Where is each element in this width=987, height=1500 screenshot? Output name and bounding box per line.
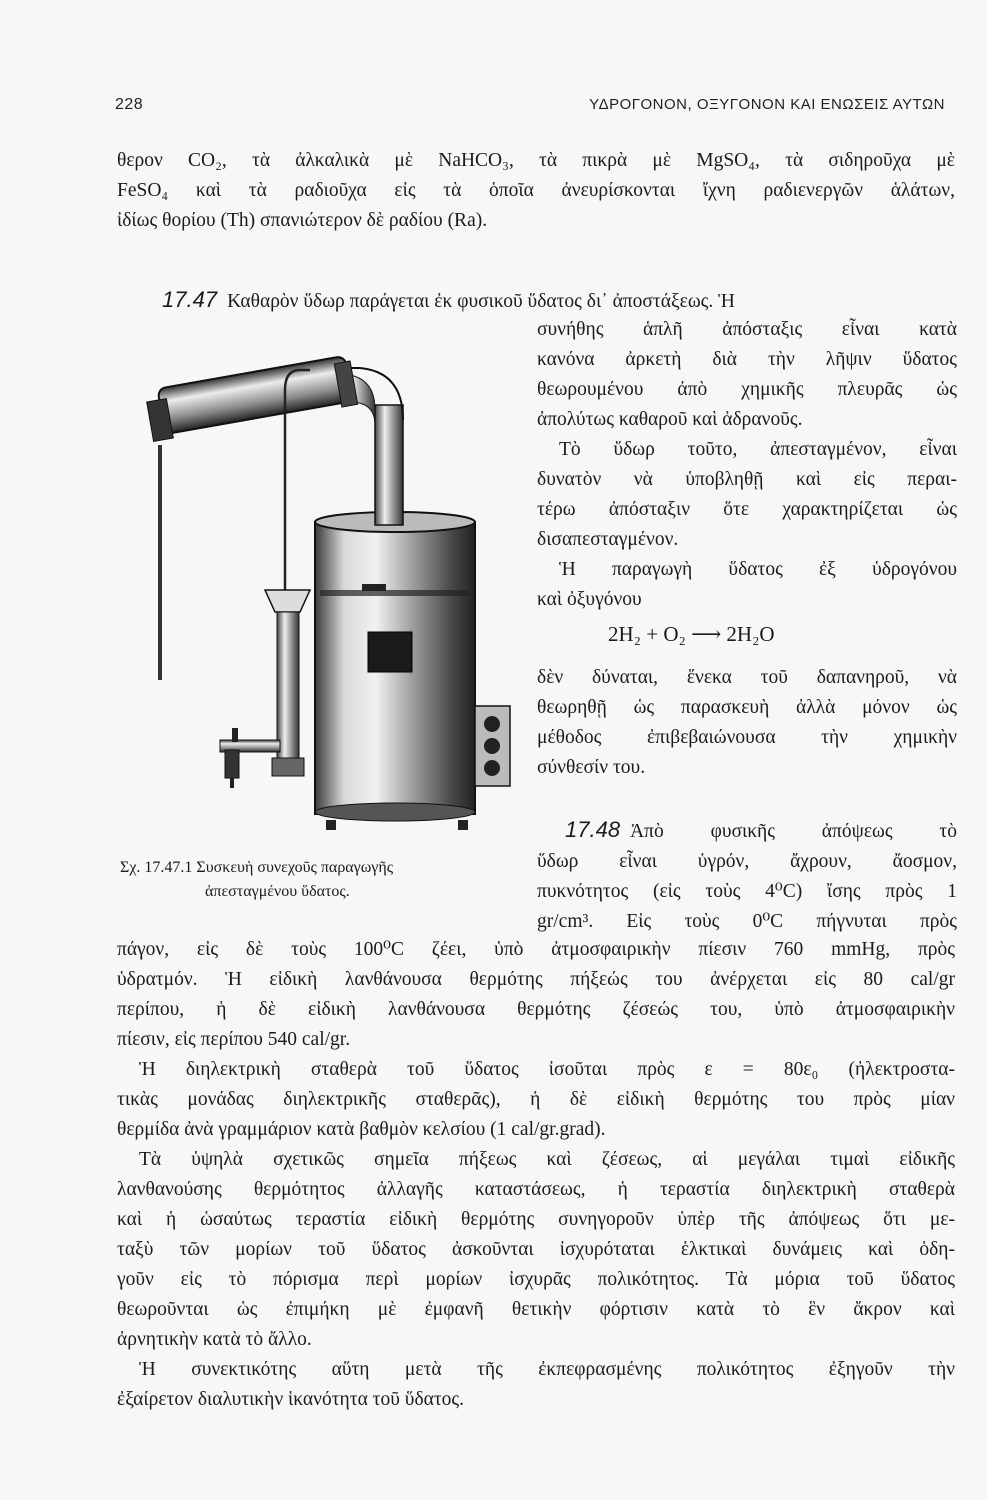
text-line: Ἡ παραγωγὴ ὕδατος ἐξ ὑδρογόνου — [559, 559, 957, 580]
page-number: 228 — [115, 96, 144, 113]
text-line: θερον CO₂, τὰ ἀλκαλικὰ μὲ NaHCO₃, τὰ πικρὰ μὲ MgSO₄, τὰ σιδηροῦχα μὲ — [117, 150, 955, 171]
intro-paragraph — [117, 146, 955, 236]
text-line: ἰδίως θορίου (Th) σπανιώτερον δὲ ραδίου (Ra). — [117, 210, 488, 231]
text-line: πίεσιν, εἰς περίπου 540 cal/gr. — [117, 1029, 351, 1050]
text-line: ἀπολύτως καθαροῦ καὶ ἀδρανοῦς. — [537, 409, 803, 430]
text-line: Τὸ ὕδωρ τοῦτο, ἀπεσταγμένον, εἶναι — [559, 439, 957, 460]
reaction-equation: 2H₂ + O₂ ⟶ 2H₂O — [608, 622, 775, 646]
section-first-line: Καθαρὸν ὕδωρ παράγεται ἐκ φυσικοῦ ὕδατος δι᾽ ἀποστάξεως. Ἡ — [227, 291, 735, 312]
section-17-47-continuation — [537, 663, 957, 783]
text-line: πάγον, εἰς δὲ τοὺς 100⁰C ζέει, ὑπὸ ἀτμοσφαιρικὴν πίεσιν 760 mmHg, πρὸς — [117, 939, 955, 960]
text-line: κανόνα ἀρκετὴ διὰ τὴν λῆψιν ὕδατος — [537, 349, 957, 370]
text-line: καὶ ἡ ὡσαύτως τεραστία εἰδικὴ θερμότης συνηγοροῦν ὑπὲρ τῆς ἀπόψεως ὅτι με- — [117, 1209, 955, 1230]
section-17-48-body — [117, 935, 955, 1415]
text-line: Ἡ συνεκτικότης αὕτη μετὰ τῆς ἐκπεφρασμένης πολικότητος ἐξηγοῦν τὴν — [139, 1359, 955, 1380]
text-line: ταξὺ τῶν μορίων τοῦ ὕδατος ἀσκοῦνται ἰσχυρόταται ἑλκτικαὶ δυνάμεις καὶ ὁδη- — [117, 1239, 955, 1260]
text-line: τέρω ἀπόσταξιν ὅτε χαρακτηρίζεται ὡς — [537, 499, 957, 520]
running-title: ΥΔΡΟΓΟΝΟΝ, ΟΞΥΓΟΝΟΝ ΚΑΙ ΕΝΩΣΕΙΣ ΑΥΤΩΝ — [589, 96, 945, 113]
text-line: δισαπεσταγμένον. — [537, 529, 679, 550]
text-line: καὶ ὀξυγόνου — [537, 589, 642, 610]
section-first-line: Ἀπὸ φυσικῆς ἀπόψεως τὸ — [630, 821, 957, 842]
text-line: συνήθης ἁπλῆ ἀπόσταξις εἶναι κατὰ — [537, 319, 957, 340]
faucet — [220, 728, 280, 788]
figure-caption — [120, 856, 520, 904]
text-line: τικὰς μονάδας διηλεκτρικῆς σταθερᾶς), ἡ δὲ εἰδικὴ θερμότης του πρὸς μίαν — [117, 1089, 955, 1110]
control-panel — [475, 706, 510, 786]
text-line: ὕδωρ εἶναι ὑγρόν, ἄχρουν, ἄοσμον, — [537, 851, 957, 872]
text-line: πυκνότητος (εἰς τοὺς 4⁰C) ἴσης πρὸς 1 — [537, 881, 957, 902]
text-line: δυνατὸν νὰ ὑποβληθῇ καὶ εἰς περαι- — [537, 469, 957, 490]
text-line: γοῦν εἰς τὸ πόρισμα περὶ μορίων ἰσχυρᾶς πολικότητος. Τὰ μόρια τοῦ ὕδατος — [117, 1269, 955, 1290]
text-line — [162, 285, 957, 317]
text-line: θεωρουμένου ἀπὸ χημικῆς πλευρᾶς ὡς — [537, 379, 957, 400]
page-header — [110, 96, 945, 118]
text-line: ἀρνητικὴν κατὰ τὸ ἄλλο. — [117, 1329, 312, 1350]
text-line: περίπου, ἡ δὲ εἰδικὴ λανθάνουσα θερμότης ζέσεώς του, ὑπὸ ἀτμοσφαιρικὴν — [117, 999, 955, 1020]
text-line: λανθανούσης θερμότητος ἀλλαγῆς καταστάσεως, ἡ τεραστία διηλεκτρικὴ σταθερὰ — [117, 1179, 955, 1200]
distillation-apparatus-figure — [120, 350, 515, 830]
caption-line: Σχ. 17.47.1 Συσκευὴ συνεχοῦς παραγωγῆς — [120, 859, 394, 876]
section-17-47-heading-line — [162, 285, 957, 317]
text-line: FeSO₄ καὶ τὰ ραδιοῦχα εἰς τὰ ὁποῖα ἀνευρίσκονται ἴχνη ραδιενεργῶν ἁλάτων, — [117, 180, 955, 201]
section-17-47-column — [537, 315, 957, 615]
text-line: σύνθεσίν του. — [537, 757, 646, 778]
boiler-tank — [315, 512, 475, 830]
text-line: gr/cm³. Εἰς τοὺς 0⁰C πήγνυται πρὸς — [537, 911, 957, 932]
text-line: δὲν δύναται, ἕνεκα τοῦ δαπανηροῦ, νὰ — [537, 667, 957, 688]
text-line: Τὰ ὑψηλὰ σχετικῶς σημεῖα πήξεως καὶ ζέσεως, αἱ μεγάλαι τιμαὶ εἰδικῆς — [139, 1149, 955, 1170]
section-17-48-column — [537, 815, 957, 937]
text-line: θεωροῦνται ὡς ἐπιμήκη μὲ ἐμφανῆ θετικὴν φόρτισιν κατὰ τὸ ἓν ἄκρον καὶ — [117, 1299, 955, 1320]
text-line — [537, 815, 957, 847]
text-line: μέθοδος ἐπιβεβαιώνουσα τὴν χημικὴν — [537, 727, 957, 748]
condenser — [147, 356, 358, 442]
caption-line: ἀπεσταγμένου ὕδατος. — [205, 883, 350, 900]
text-line: ἐξαίρετον διαλυτικὴν ἱκανότητα τοῦ ὕδατος. — [117, 1389, 465, 1410]
section-number: 17.47 — [162, 287, 218, 312]
section-number: 17.48 — [565, 817, 621, 842]
text-line: ὑδρατμόν. Ἡ εἰδικὴ λανθάνουσα θερμότης πήξεώς του ἀνέρχεται εἰς 80 cal/gr — [117, 969, 955, 990]
text-line: Ἡ διηλεκτρικὴ σταθερὰ τοῦ ὕδατος ἰσοῦται πρὸς ε = 80ε₀ (ἠλεκτροστα- — [139, 1059, 955, 1080]
text-line: θεωρηθῇ ὡς παρασκευὴ ἀλλὰ μόνον ὡς — [537, 697, 957, 718]
text-line: θερμίδα ἀνὰ γραμμάριον κατὰ βαθμὸν κελσίου (1 cal/gr.grad). — [117, 1119, 606, 1140]
